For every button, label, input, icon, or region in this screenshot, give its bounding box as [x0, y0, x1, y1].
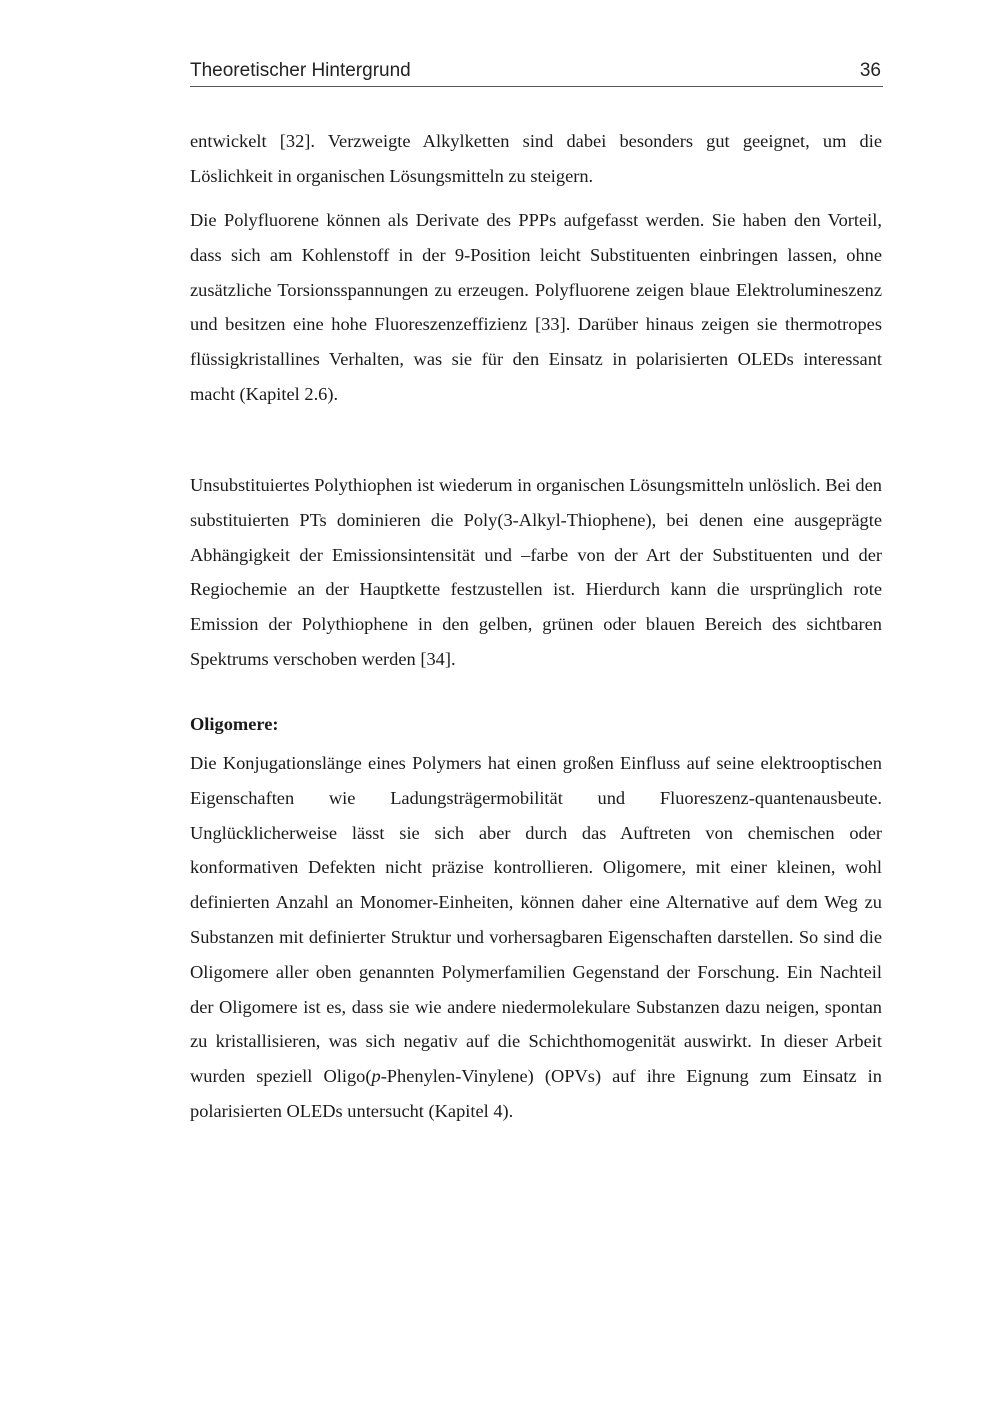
- paragraph-block-4: [190, 746, 882, 1129]
- page-number: 36: [859, 60, 881, 81]
- section-heading-oligomere: Oligomere:: [190, 714, 279, 734]
- paragraph-block-1: [190, 124, 882, 194]
- paragraph-oligomere: [190, 746, 882, 1129]
- paragraph-block-3: [190, 468, 882, 677]
- paragraph-polyfluorene: Die Polyfluorene können als Derivate des PPPs aufgefasst werden. Sie haben den Vorteil, dass sich am Kohlenstoff in der 9-Position leicht Substituenten einbringen lassen, ohne zusätzliche Torsionsspannungen zu erzeugen. Polyfluorene zeigen blaue Elektrolumineszenz und besitzen eine hohe Fluoreszenzeffizienz [33]. Darüber hinaus zeigen sie thermotropes flüssigkristallines Verhalten, was sie für den Einsatz in polarisierten OLEDs interessant macht (Kapitel 2.6).: [190, 210, 882, 404]
- para-prefix-italic: p: [371, 1066, 381, 1087]
- paragraph-oligomere-part1: Die Konjugationslänge eines Polymers hat einen großen Einfluss auf seine elektrooptischen Eigenschaften wie Ladungsträgermobilität und Fluoreszenz-quantenausbeute. Unglücklicherweise lässt sie sich aber durch das Auftreten von chemischen oder konformativen Defekten nicht präzise kontrollieren. Oligomere, mit einer kleinen, wohl definierten Anzahl an Monomer-Einheiten, können daher eine Alternative auf dem Weg zu Substanzen mit definierter Struktur und vorhersagbaren Eigenschaften darstellen. So sind die Oligomere aller oben genannten Polymerfamilien Gegenstand der Forschung. Ein Nachteil der Oligomere ist es, dass sie wie andere niedermolekulare Substanzen dazu neigen, spontan zu kristallisieren, was sich negativ auf die Schichthomogenität auswirkt. In dieser Arbeit wurden speziell Oligo(: [190, 753, 882, 1087]
- running-title: Theoretischer Hintergrund: [190, 60, 411, 81]
- paragraph-oligomere-part2: -Phenylen-Vinylene) (OPVs) auf ihre Eignung zum Einsatz in polarisierten OLEDs untersucht (Kapitel 4).: [190, 1066, 882, 1121]
- page-header: [190, 58, 883, 87]
- section-heading-block: [190, 707, 882, 742]
- paragraph-block-2: [190, 203, 882, 412]
- paragraph-polythiophene: Unsubstituiertes Polythiophen ist wiederum in organischen Lösungsmitteln unlöslich. Bei den substituierten PTs dominieren die Poly(3-Alkyl-Thiophene), bei denen eine ausgeprägte Abhängigkeit der Emissionsintensität und –farbe von der Art der Substituenten und der Regiochemie an der Hauptkette festzustellen ist. Hierdurch kann die ursprünglich rote Emission der Polythiophene in den gelben, grünen oder blauen Bereich des sichtbaren Spektrums verschoben werden [34].: [190, 475, 882, 669]
- paragraph-continuation: entwickelt [32]. Verzweigte Alkylketten sind dabei besonders gut geeignet, um die Löslichkeit in organischen Lösungsmitteln zu steigern.: [190, 131, 882, 186]
